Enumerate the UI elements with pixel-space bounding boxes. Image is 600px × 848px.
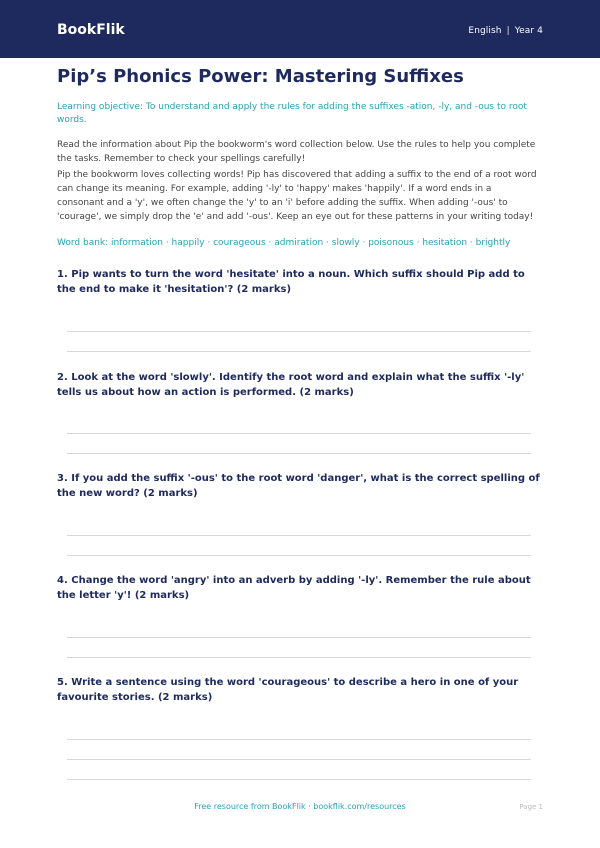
year-label: Year 4 [514,26,543,36]
answer-line[interactable] [67,637,531,638]
question-1: 1. Pip wants to turn the word 'hesitate' into a noun. Which suffix should Pip add to the end to make it 'hesitation'? (2 marks) [57,269,525,295]
separator: | [506,26,510,36]
question-5: 5. Write a sentence using the word 'courageous' to describe a hero in one of your favourite stories. (2 marks) [57,677,519,703]
page-title: Pip’s Phonics Power: Mastering Suffixes [57,66,464,87]
brand-logo: BookFlik [57,22,125,38]
answer-line[interactable] [67,351,531,352]
question-2: 2. Look at the word 'slowly'. Identify the root word and explain what the suffix '-ly' tells us about how an action is performed. (2 marks) [57,372,525,398]
learning-objective: Learning objective: To understand and apply the rules for adding the suffixes -ation, -ly, and -ous to root words. [57,102,527,125]
answer-line[interactable] [67,779,531,780]
answer-line[interactable] [67,555,531,556]
answer-line[interactable] [67,331,531,332]
page-number: Page 1 [519,803,543,811]
answer-line[interactable] [67,453,531,454]
answer-line[interactable] [67,759,531,760]
answer-line[interactable] [67,433,531,434]
body-paragraph: Pip the bookworm loves collecting words! Pip has discovered that adding a suffix to the end of a root word can change its meaning. For example, adding '-ly' to 'happy' makes 'happily'. If a word ends in a consonant and a 'y', we often change the 'y' to an 'i' before adding the suffix. When adding '-ous' to 'courage', we simply drop the 'e' and add '-ous'. Keep an eye out for these patterns in your writing today! [57,170,537,222]
header-bar [0,0,600,58]
question-4: 4. Change the word 'angry' into an adverb by adding '-ly'. Remember the rule about the letter 'y'! (2 marks) [57,575,531,601]
footer-text: Free resource from BookFlik · bookflik.com/resources [194,802,406,811]
answer-line[interactable] [67,739,531,740]
subject-label: English [468,26,502,36]
answer-line[interactable] [67,535,531,536]
intro-paragraph: Read the information about Pip the bookworm's word collection below. Use the rules to help you complete the tasks. Remember to check your spellings carefully! [57,140,536,164]
word-bank: Word bank: information · happily · courageous · admiration · slowly · poisonous · hesitation · brightly [57,238,511,248]
subject-year [468,26,543,36]
answer-line[interactable] [67,657,531,658]
question-3: 3. If you add the suffix '-ous' to the root word 'danger', what is the correct spelling of the new word? (2 marks) [57,473,540,499]
